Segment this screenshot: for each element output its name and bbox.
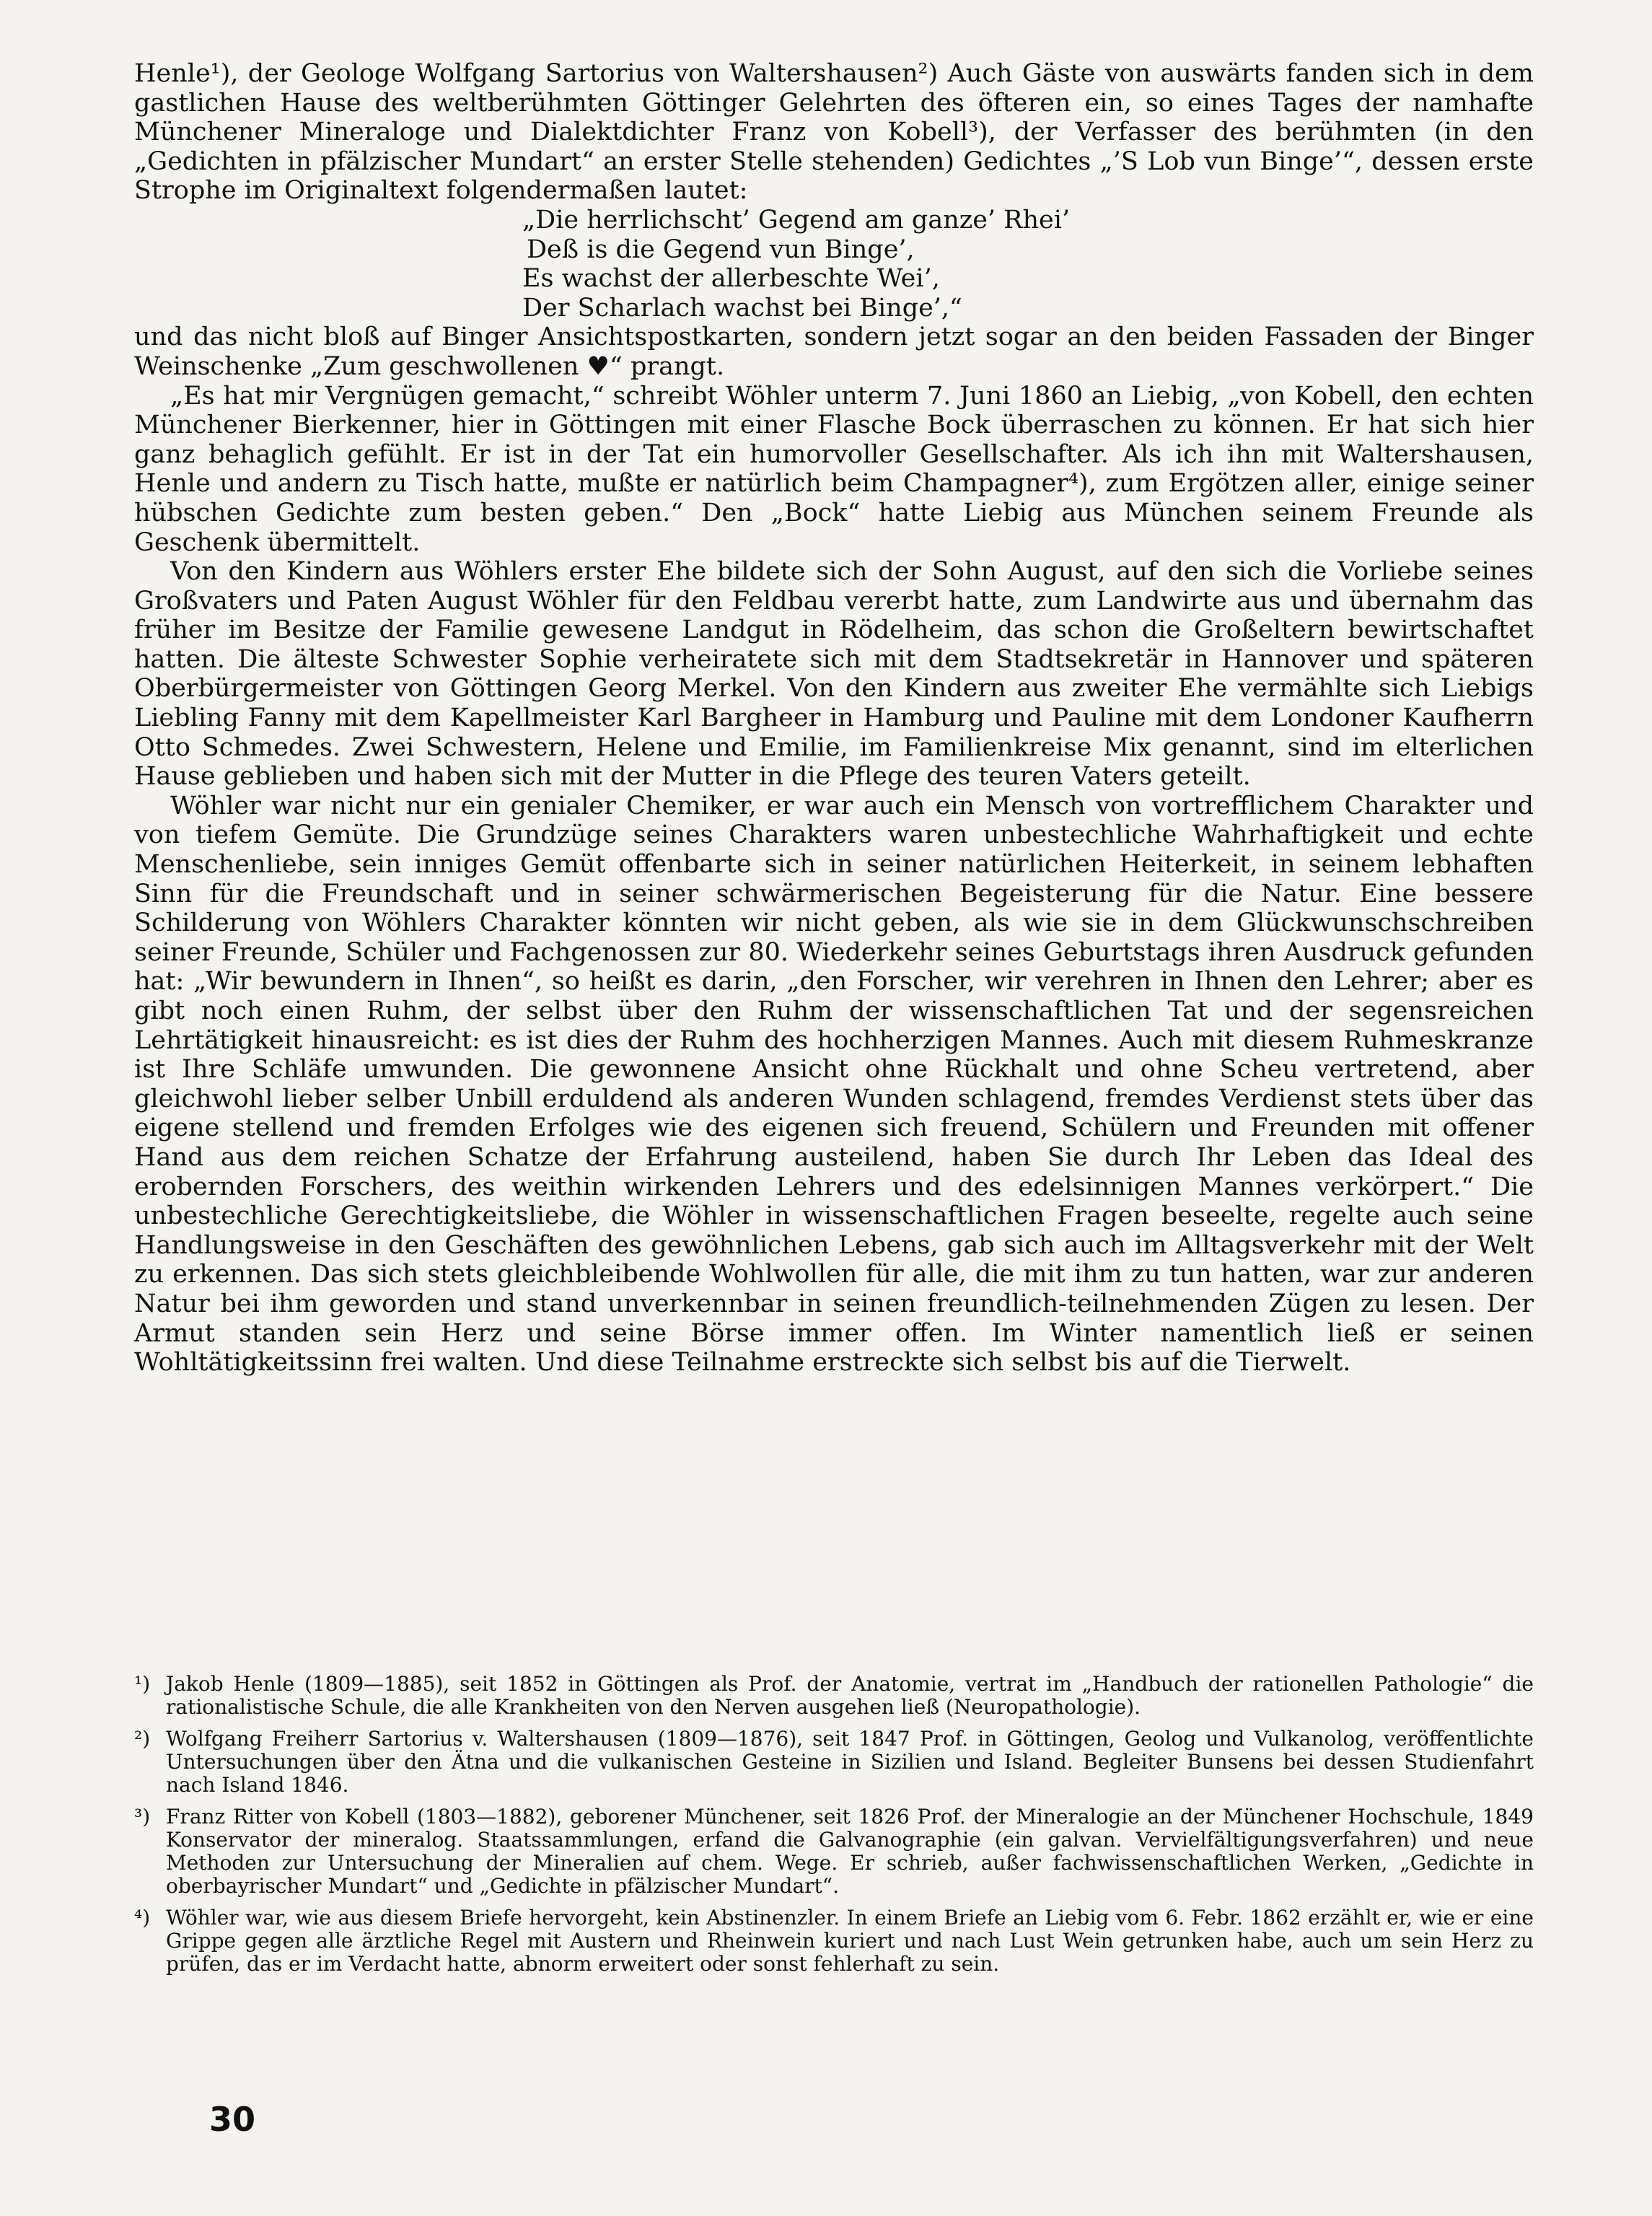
footnote-marker: ²) (134, 1727, 151, 1751)
poem-line-3: Es wachst der allerbeschte Wei’, (522, 264, 940, 294)
poem-line-1: „Die herrlichscht’ Gegend am ganze’ Rhei’ (522, 205, 1071, 235)
footnote-marker: ¹) (134, 1672, 151, 1696)
footnote-2 (134, 1727, 1534, 1797)
main-text (134, 59, 1534, 1378)
paragraph-2: und das nicht bloß auf Binger Ansichtspostkarten, sondern jetzt sogar an den beiden Fassaden der Binger Weinschenke „Zum geschwollenen ♥“ prangt. (134, 323, 1534, 381)
page-number: 30 (209, 2100, 256, 2139)
paragraph-5: Wöhler war nicht nur ein genialer Chemiker, er war auch ein Mensch von vortrefflichem Charakter und von tiefem Gemüte. Die Grundzüge seines Charakters waren unbestechliche Wahrhaftigkeit und echte Menschenliebe, sein inniges Gemüt offenbarte sich in seiner natürlichen Heiterkeit, in seinem lebhaften Sinn für die Freundschaft und in seiner schwärmerischen Begeisterung für die Natur. Eine bessere Schilderung von Wöhlers Charakter könnten wir nicht geben, als wie sie in dem Glückwunschschreiben seiner Freunde, Schüler und Fachgenossen zur 80. Wiederkehr seines Geburtstags ihren Ausdruck gefunden hat: „Wir bewundern in Ihnen“, so heißt es darin, „den Forscher, wir verehren in Ihnen den Lehrer; aber es gibt noch einen Ruhm, der selbst über den Ruhm der wissenschaftlichen Tat und der segensreichen Lehrtätigkeit hinausreicht: es ist dies der Ruhm des hochherzigen Mannes. Auch mit diesem Ruhmeskranze ist Ihre Schläfe umwunden. Die gewonnene Ansicht ohne Rückhalt und ohne Scheu vertretend, aber gleichwohl lieber selber Unbill erduldend als anderen Wunden schlagend, fremdes Verdienst stets über das eigene stellend und fremden Erfolges wie des eigenen sich freuend, Schülern und Freunden mit offener Hand aus dem reichen Schatze der Erfahrung austeilend, haben Sie durch Ihr Leben das Ideal des erobernden Forschers, des weithin wirkenden Lehrers und des edelsinnigen Mannes verkörpert.“ Die unbestechliche Gerechtigkeitsliebe, die Wöhler in wissenschaftlichen Fragen beseelte, regelte auch seine Handlungsweise in den Geschäften des gewöhnlichen Lebens, gab sich auch im Alltagsverkehr mit der Welt zu erkennen. Das sich stets gleichbleibende Wohlwollen für alle, die mit ihm zu tun hatten, war zur anderen Natur bei ihm geworden und stand unverkennbar in seinen freundlich-teilnehmenden Zügen zu lesen. Der Armut standen sein Herz und seine Börse immer offen. Im Winter namentlich ließ er seinen Wohltätigkeitssinn frei walten. Und diese Teilnahme erstreckte sich selbst bis auf die Tierwelt. (134, 791, 1534, 1378)
paragraph-4: Von den Kindern aus Wöhlers erster Ehe bildete sich der Sohn August, auf den sich die Vorliebe seines Großvaters und Paten August Wöhler für den Feldbau vererbt hatte, zum Landwirte aus und übernahm das früher im Besitze der Familie gewesene Landgut in Rödelheim, das schon die Großeltern bewirtschaftet hatten. Die älteste Schwester Sophie verheiratete sich mit dem Stadtsekretär in Hannover und späteren Oberbürgermeister von Göttingen Georg Merkel. Von den Kindern aus zweiter Ehe vermählte sich Liebigs Liebling Fanny mit dem Kapellmeister Karl Bargheer in Hamburg und Pauline mit dem Londoner Kaufherrn Otto Schmedes. Zwei Schwestern, Helene und Emilie, im Familienkreise Mix genannt, sind im elterlichen Hause geblieben und haben sich mit der Mutter in die Pflege des teuren Vaters geteilt. (134, 557, 1534, 792)
footnote-marker: ⁴) (134, 1906, 151, 1930)
footnote-text: Jakob Henle (1809—1885), seit 1852 in Göttingen als Prof. der Anatomie, vertrat im „Handbuch der rationellen Pathologie“ die rationalistische Schule, die alle Krankheiten von den Nerven ausgehen ließ (Neuropathologie). (166, 1672, 1534, 1719)
footnote-text: Wöhler war, wie aus diesem Briefe hervorgeht, kein Abstinenzler. In einem Briefe an Liebig vom 6. Febr. 1862 erzählt er, wie er eine Grippe gegen alle ärztliche Regel mit Austern und Rheinwein kuriert und nach Lust Wein getrunken habe, auch um sein Herz zu prüfen, das er im Verdacht hatte, abnorm erweitert oder sonst fehlerhaft zu sein. (166, 1906, 1534, 1976)
paragraph-3: „Es hat mir Vergnügen gemacht,“ schreibt Wöhler unterm 7. Juni 1860 an Liebig, „von Kobell, den echten Münchener Bierkenner, hier in Göttingen mit einer Flasche Bock überraschen zu können. Er hat sich hier ganz behaglich gefühlt. Er ist in der Tat ein humorvoller Gesellschafter. Als ich ihn mit Waltershausen, Henle und andern zu Tisch hatte, mußte er natürlich beim Champagner⁴), zum Ergötzen aller, einige seiner hübschen Gedichte zum besten geben.“ Den „Bock“ hatte Liebig aus München seinem Freunde als Geschenk übermittelt. (134, 381, 1534, 557)
paragraph-1: Henle¹), der Geologe Wolfgang Sartorius von Waltershausen²) Auch Gäste von auswärts fanden sich in dem gastlichen Hause des weltberühmten Göttinger Gelehrten des öfteren ein, so eines Tages der namhafte Münchener Mineraloge und Dialektdichter Franz von Kobell³), der Verfasser des berühmten (in den „Gedichten in pfälzischer Mundart“ an erster Stelle stehenden) Gedichtes „’S Lob vun Binge’“, dessen erste Strophe im Originaltext folgendermaßen lautet: (134, 59, 1534, 206)
poem-line-2: Deß is die Gegend vun Binge’, (527, 235, 915, 264)
footnote-4 (134, 1906, 1534, 1976)
footnotes (134, 1673, 1534, 1984)
footnote-text: Franz Ritter von Kobell (1803—1882), geborener Münchener, seit 1826 Prof. der Mineralogie an der Münchener Hochschule, 1849 Konservator der mineralog. Staatssammlungen, erfand die Galvanographie (ein galvan. Vervielfältigungsverfahren) und neue Methoden zur Untersuchung der Mineralien auf chem. Wege. Er schrieb, außer fachwissenschaftlichen Werken, „Gedichte in oberbayrischer Mundart“ und „Gedichte in pfälzischer Mundart“. (166, 1805, 1534, 1898)
footnote-1 (134, 1673, 1534, 1719)
poem-stanza (134, 206, 1534, 323)
footnote-text: Wolfgang Freiherr Sartorius v. Waltershausen (1809—1876), seit 1847 Prof. in Göttingen, Geolog und Vulkanolog, veröffentlichte Untersuchungen über den Ätna und die vulkanischen Gesteine in Sizilien und Island. Begleiter Bunsens bei dessen Studienfahrt nach Island 1846. (166, 1727, 1534, 1797)
poem-line-4: Der Scharlach wachst bei Binge’,“ (522, 293, 962, 323)
footnote-marker: ³) (134, 1805, 151, 1829)
footnote-3 (134, 1805, 1534, 1898)
